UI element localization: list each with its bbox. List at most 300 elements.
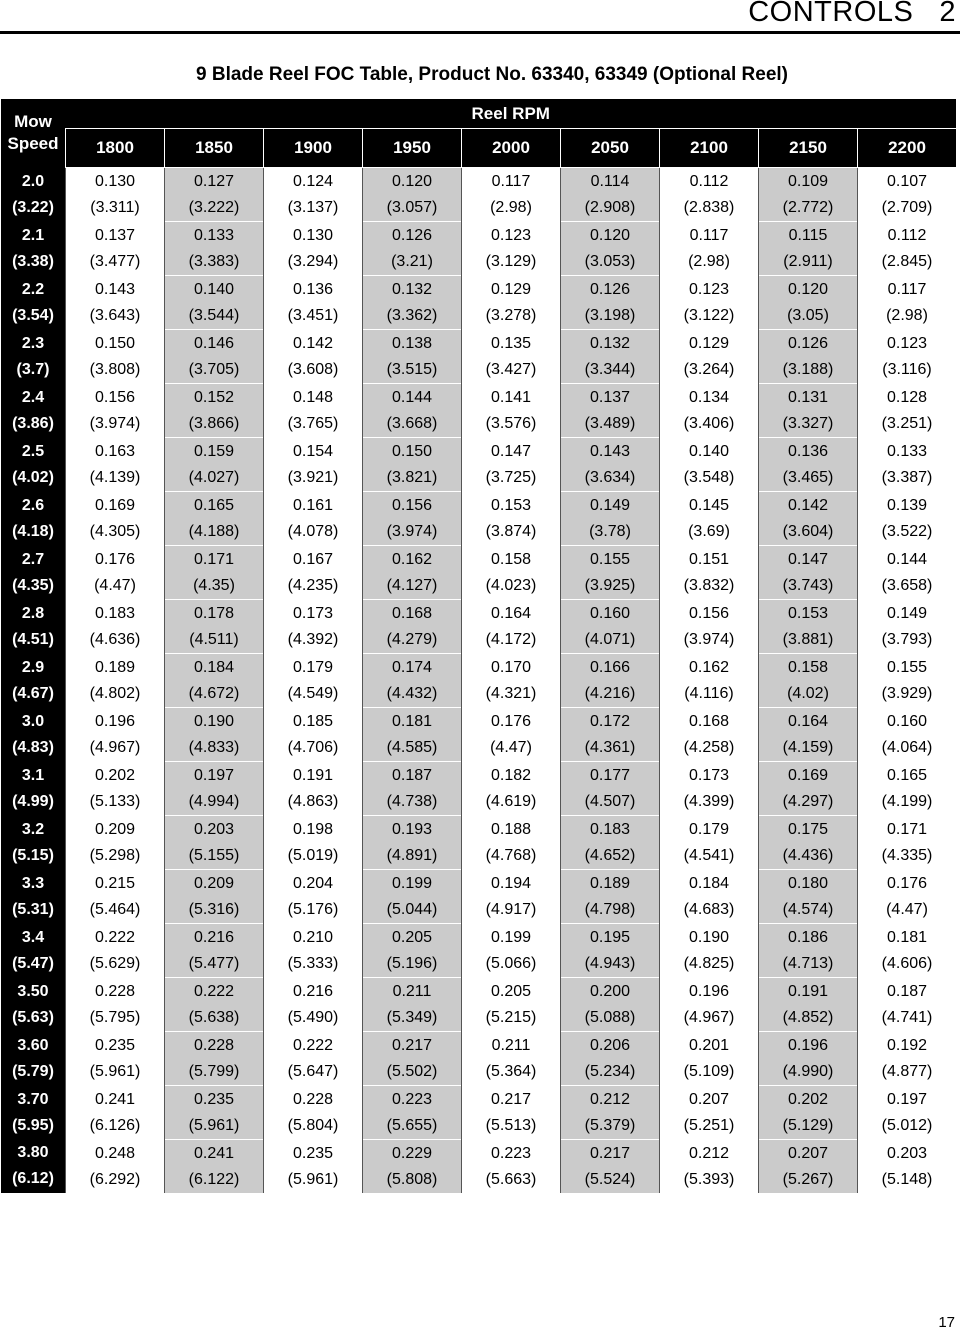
foc-inches: 0.133 — [193, 226, 235, 244]
foc-cell — [660, 708, 759, 762]
foc-inches: 0.117 — [689, 226, 729, 244]
rpm-column-header: 1950 — [363, 129, 462, 168]
foc-cell — [759, 1086, 858, 1140]
foc-millimeters: (4.798) — [584, 900, 636, 918]
foc-millimeters: (4.172) — [485, 630, 537, 648]
foc-cell — [858, 276, 957, 330]
foc-cell — [660, 438, 759, 492]
foc-inches: 0.158 — [787, 658, 829, 676]
foc-millimeters: (5.808) — [386, 1170, 438, 1188]
foc-millimeters: (5.663) — [485, 1170, 537, 1188]
foc-millimeters: (3.222) — [188, 198, 240, 216]
foc-inches: 0.160 — [886, 712, 928, 730]
foc-cell — [561, 330, 660, 384]
foc-inches: 0.189 — [94, 658, 136, 676]
table-row — [1, 654, 956, 708]
foc-inches: 0.150 — [94, 334, 136, 352]
foc-inches: 0.215 — [94, 874, 136, 892]
foc-millimeters: (5.019) — [287, 846, 339, 864]
foc-cell — [759, 492, 858, 546]
rpm-column-header: 2000 — [462, 129, 561, 168]
foc-inches: 0.132 — [391, 280, 433, 298]
foc-inches: 0.145 — [688, 496, 730, 514]
foc-millimeters: (4.738) — [386, 792, 438, 810]
foc-cell — [462, 654, 561, 708]
table-row — [1, 762, 956, 816]
foc-inches: 0.156 — [391, 496, 433, 514]
foc-millimeters: (4.027) — [188, 468, 240, 486]
foc-millimeters: (5.799) — [188, 1062, 240, 1080]
foc-cell — [561, 546, 660, 600]
foc-inches: 0.217 — [391, 1036, 433, 1054]
foc-inches: 0.143 — [94, 280, 136, 298]
speed-value: 3.4 — [21, 928, 45, 946]
foc-millimeters: (6.122) — [188, 1170, 240, 1188]
foc-inches: 0.164 — [787, 712, 829, 730]
foc-millimeters: (3.925) — [584, 576, 636, 594]
speed-value: 2.1 — [21, 226, 45, 244]
foc-millimeters: (4.064) — [881, 738, 933, 756]
foc-inches: 0.135 — [490, 334, 532, 352]
foc-millimeters: (2.98) — [886, 306, 928, 324]
table-row — [1, 816, 956, 870]
foc-inches: 0.120 — [589, 226, 631, 244]
chapter-number: 2 — [939, 0, 956, 28]
foc-cell — [264, 870, 363, 924]
mow-speed-cell — [1, 870, 66, 924]
foc-inches: 0.160 — [589, 604, 631, 622]
mow-speed-cell — [1, 276, 66, 330]
foc-millimeters: (3.874) — [485, 522, 537, 540]
foc-inches: 0.241 — [193, 1144, 235, 1162]
foc-inches: 0.216 — [292, 982, 334, 1000]
foc-inches: 0.178 — [193, 604, 235, 622]
speed-value: 3.70 — [17, 1090, 49, 1108]
foc-millimeters: (5.133) — [89, 792, 141, 810]
foc-millimeters: (5.012) — [881, 1116, 933, 1134]
foc-inches: 0.115 — [788, 226, 828, 244]
foc-millimeters: (3.344) — [584, 360, 636, 378]
foc-cell — [165, 762, 264, 816]
foc-millimeters: (5.364) — [485, 1062, 537, 1080]
mow-speed-cell — [1, 708, 66, 762]
table-row — [1, 1032, 956, 1086]
foc-inches: 0.179 — [688, 820, 730, 838]
foc-cell — [660, 222, 759, 276]
foc-inches: 0.126 — [787, 334, 829, 352]
foc-cell — [462, 438, 561, 492]
speed-metric-value: (4.02) — [12, 468, 54, 486]
speed-value: 3.3 — [21, 874, 45, 892]
speed-value: 3.60 — [17, 1036, 49, 1054]
foc-cell — [858, 1032, 957, 1086]
foc-millimeters: (4.833) — [188, 738, 240, 756]
foc-inches: 0.117 — [887, 280, 927, 298]
foc-millimeters: (5.088) — [584, 1008, 636, 1026]
foc-cell — [165, 546, 264, 600]
foc-inches: 0.172 — [589, 712, 631, 730]
table-title: 9 Blade Reel FOC Table, Product No. 63340, 63349 (Optional Reel) — [196, 64, 788, 85]
foc-millimeters: (4.863) — [287, 792, 339, 810]
foc-inches: 0.134 — [688, 388, 730, 406]
foc-cell — [66, 1086, 165, 1140]
foc-inches: 0.131 — [787, 388, 829, 406]
foc-millimeters: (3.881) — [782, 630, 834, 648]
foc-cell — [264, 438, 363, 492]
foc-millimeters: (2.709) — [881, 198, 933, 216]
foc-cell — [660, 654, 759, 708]
table-row — [1, 492, 956, 546]
foc-inches: 0.166 — [589, 658, 631, 676]
foc-millimeters: (3.793) — [881, 630, 933, 648]
foc-inches: 0.191 — [787, 982, 829, 1000]
foc-cell — [759, 438, 858, 492]
foc-millimeters: (4.116) — [684, 684, 734, 702]
speed-value: 2.0 — [21, 172, 45, 190]
speed-metric-value: (3.54) — [12, 306, 54, 324]
foc-millimeters: (5.638) — [188, 1008, 240, 1026]
foc-millimeters: (3.544) — [188, 306, 240, 324]
foc-inches: 0.235 — [292, 1144, 334, 1162]
foc-inches: 0.165 — [193, 496, 235, 514]
foc-cell — [561, 1086, 660, 1140]
table-row — [1, 600, 956, 654]
foc-cell — [858, 924, 957, 978]
foc-inches: 0.181 — [391, 712, 433, 730]
foc-inches: 0.199 — [490, 928, 532, 946]
foc-inches: 0.190 — [193, 712, 235, 730]
foc-inches: 0.222 — [193, 982, 235, 1000]
foc-cell — [660, 1032, 759, 1086]
foc-millimeters: (3.451) — [287, 306, 339, 324]
foc-cell — [858, 1086, 957, 1140]
foc-cell — [858, 978, 957, 1032]
foc-millimeters: (3.05) — [787, 306, 829, 324]
foc-millimeters: (4.071) — [584, 630, 636, 648]
foc-millimeters: (3.921) — [287, 468, 339, 486]
mow-speed-cell — [1, 1140, 66, 1194]
foc-millimeters: (4.297) — [782, 792, 834, 810]
foc-inches: 0.112 — [689, 172, 729, 190]
foc-inches: 0.202 — [94, 766, 136, 784]
foc-millimeters: (3.974) — [683, 630, 735, 648]
foc-millimeters: (3.264) — [683, 360, 735, 378]
foc-cell — [363, 924, 462, 978]
foc-inches: 0.151 — [688, 550, 730, 568]
foc-cell — [858, 330, 957, 384]
foc-inches: 0.211 — [392, 982, 432, 1000]
foc-millimeters: (3.057) — [386, 198, 438, 216]
foc-millimeters: (4.432) — [386, 684, 438, 702]
foc-inches: 0.174 — [391, 658, 433, 676]
mow-speed-cell — [1, 492, 66, 546]
foc-inches: 0.130 — [292, 226, 334, 244]
foc-cell — [462, 708, 561, 762]
foc-millimeters: (4.235) — [287, 576, 339, 594]
speed-label: Speed — [7, 134, 59, 154]
foc-millimeters: (5.464) — [89, 900, 141, 918]
foc-millimeters: (3.327) — [782, 414, 834, 432]
foc-millimeters: (5.298) — [89, 846, 141, 864]
speed-value: 2.4 — [21, 388, 45, 406]
foc-millimeters: (5.148) — [881, 1170, 933, 1188]
foc-inches: 0.196 — [787, 1036, 829, 1054]
foc-cell — [462, 1086, 561, 1140]
foc-millimeters: (4.852) — [782, 1008, 834, 1026]
foc-inches: 0.164 — [490, 604, 532, 622]
foc-cell — [66, 870, 165, 924]
foc-millimeters: (3.116) — [882, 360, 932, 378]
foc-millimeters: (3.634) — [584, 468, 636, 486]
foc-inches: 0.153 — [787, 604, 829, 622]
foc-cell — [462, 330, 561, 384]
foc-cell — [858, 492, 957, 546]
foc-millimeters: (5.251) — [683, 1116, 735, 1134]
foc-millimeters: (2.98) — [688, 252, 730, 270]
foc-millimeters: (6.292) — [89, 1170, 141, 1188]
mow-speed-cell — [1, 330, 66, 384]
foc-cell — [858, 816, 957, 870]
foc-inches: 0.222 — [292, 1036, 334, 1054]
foc-cell — [759, 978, 858, 1032]
table-row — [1, 1086, 956, 1140]
foc-inches: 0.142 — [787, 496, 829, 514]
foc-cell — [462, 492, 561, 546]
foc-millimeters: (4.683) — [683, 900, 735, 918]
foc-millimeters: (4.994) — [188, 792, 240, 810]
foc-inches: 0.228 — [193, 1036, 235, 1054]
foc-millimeters: (5.502) — [386, 1062, 438, 1080]
foc-cell — [165, 276, 264, 330]
foc-millimeters: (5.316) — [188, 900, 240, 918]
foc-inches: 0.169 — [787, 766, 829, 784]
foc-millimeters: (3.821) — [386, 468, 438, 486]
foc-millimeters: (3.522) — [881, 522, 933, 540]
foc-millimeters: (3.383) — [188, 252, 240, 270]
foc-millimeters: (4.768) — [485, 846, 537, 864]
foc-cell — [363, 492, 462, 546]
foc-millimeters: (3.974) — [386, 522, 438, 540]
foc-millimeters: (4.436) — [782, 846, 834, 864]
foc-cell — [561, 384, 660, 438]
foc-inches: 0.235 — [193, 1090, 235, 1108]
foc-inches: 0.140 — [193, 280, 235, 298]
foc-cell — [66, 762, 165, 816]
foc-inches: 0.137 — [589, 388, 631, 406]
foc-cell — [561, 168, 660, 222]
foc-cell — [66, 924, 165, 978]
foc-cell — [363, 600, 462, 654]
foc-millimeters: (4.023) — [485, 576, 537, 594]
foc-millimeters: (4.47) — [94, 576, 136, 594]
mow-speed-cell — [1, 600, 66, 654]
foc-millimeters: (3.188) — [782, 360, 834, 378]
mow-speed-cell — [1, 1086, 66, 1140]
foc-millimeters: (4.574) — [782, 900, 834, 918]
foc-millimeters: (4.361) — [584, 738, 636, 756]
speed-value: 2.6 — [21, 496, 45, 514]
foc-inches: 0.176 — [94, 550, 136, 568]
table-row — [1, 222, 956, 276]
foc-inches: 0.176 — [886, 874, 928, 892]
foc-cell — [165, 978, 264, 1032]
foc-cell — [165, 1086, 264, 1140]
foc-inches: 0.209 — [193, 874, 235, 892]
foc-cell — [363, 978, 462, 1032]
foc-inches: 0.132 — [589, 334, 631, 352]
foc-millimeters: (3.278) — [485, 306, 537, 324]
foc-cell — [363, 1032, 462, 1086]
foc-millimeters: (5.393) — [683, 1170, 735, 1188]
foc-inches: 0.196 — [94, 712, 136, 730]
foc-cell — [363, 870, 462, 924]
page-header — [748, 0, 956, 29]
foc-inches: 0.128 — [886, 388, 928, 406]
foc-inches: 0.192 — [886, 1036, 928, 1054]
speed-value: 3.80 — [17, 1144, 49, 1162]
foc-millimeters: (5.333) — [287, 954, 339, 972]
page-number: 17 — [938, 1314, 955, 1331]
foc-cell — [561, 492, 660, 546]
foc-millimeters: (3.053) — [584, 252, 636, 270]
rpm-column-header: 2100 — [660, 129, 759, 168]
foc-millimeters: (3.832) — [683, 576, 735, 594]
foc-inches: 0.162 — [391, 550, 433, 568]
foc-inches: 0.194 — [490, 874, 532, 892]
foc-millimeters: (3.477) — [89, 252, 141, 270]
speed-metric-value: (4.83) — [12, 738, 54, 756]
table-row — [1, 978, 956, 1032]
foc-millimeters: (4.399) — [683, 792, 735, 810]
foc-cell — [165, 384, 264, 438]
foc-inches: 0.198 — [292, 820, 334, 838]
foc-cell — [759, 546, 858, 600]
foc-inches: 0.203 — [886, 1144, 928, 1162]
mow-speed-cell — [1, 384, 66, 438]
foc-cell — [858, 222, 957, 276]
foc-cell — [264, 978, 363, 1032]
foc-inches: 0.149 — [589, 496, 631, 514]
foc-cell — [561, 654, 660, 708]
foc-millimeters: (3.668) — [386, 414, 438, 432]
foc-inches: 0.188 — [490, 820, 532, 838]
foc-inches: 0.107 — [886, 172, 928, 190]
foc-millimeters: (4.619) — [485, 792, 537, 810]
foc-cell — [561, 600, 660, 654]
foc-millimeters: (5.647) — [287, 1062, 339, 1080]
foc-inches: 0.228 — [94, 982, 136, 1000]
foc-millimeters: (3.362) — [386, 306, 438, 324]
foc-cell — [66, 330, 165, 384]
foc-millimeters: (3.576) — [485, 414, 537, 432]
foc-cell — [165, 438, 264, 492]
mow-speed-cell — [1, 168, 66, 222]
foc-cell — [264, 600, 363, 654]
foc-inches: 0.187 — [886, 982, 928, 1000]
foc-inches: 0.155 — [589, 550, 631, 568]
foc-cell — [165, 1032, 264, 1086]
foc-cell — [165, 600, 264, 654]
reel-rpm-header: Reel RPM — [66, 99, 957, 129]
foc-cell — [462, 978, 561, 1032]
table-row — [1, 546, 956, 600]
foc-cell — [759, 384, 858, 438]
foc-inches: 0.223 — [490, 1144, 532, 1162]
foc-millimeters: (5.044) — [386, 900, 438, 918]
foc-cell — [363, 222, 462, 276]
foc-millimeters: (3.78) — [589, 522, 631, 540]
speed-value: 2.8 — [21, 604, 45, 622]
foc-cell — [858, 168, 957, 222]
foc-cell — [561, 222, 660, 276]
mow-speed-cell — [1, 924, 66, 978]
foc-millimeters: (3.929) — [881, 684, 933, 702]
foc-cell — [759, 654, 858, 708]
foc-millimeters: (5.155) — [188, 846, 240, 864]
foc-inches: 0.184 — [688, 874, 730, 892]
foc-inches: 0.223 — [391, 1090, 433, 1108]
foc-millimeters: (4.741) — [881, 1008, 933, 1026]
foc-inches: 0.217 — [589, 1144, 631, 1162]
mow-speed-cell — [1, 546, 66, 600]
foc-cell — [858, 384, 957, 438]
foc-inches: 0.165 — [886, 766, 928, 784]
foc-inches: 0.202 — [787, 1090, 829, 1108]
foc-millimeters: (4.652) — [584, 846, 636, 864]
foc-cell — [561, 978, 660, 1032]
foc-millimeters: (4.706) — [287, 738, 339, 756]
foc-millimeters: (5.655) — [386, 1116, 438, 1134]
speed-metric-value: (5.95) — [12, 1116, 54, 1134]
foc-cell — [759, 222, 858, 276]
foc-millimeters: (2.98) — [490, 198, 532, 216]
foc-inches: 0.153 — [490, 496, 532, 514]
speed-metric-value: (5.63) — [12, 1008, 54, 1026]
foc-millimeters: (3.122) — [683, 306, 735, 324]
foc-inches: 0.141 — [490, 388, 532, 406]
speed-value: 2.7 — [21, 550, 45, 568]
table-row — [1, 168, 956, 222]
foc-inches: 0.203 — [193, 820, 235, 838]
foc-inches: 0.201 — [688, 1036, 730, 1054]
foc-millimeters: (5.804) — [287, 1116, 339, 1134]
foc-millimeters: (4.078) — [287, 522, 339, 540]
foc-inches: 0.171 — [193, 550, 235, 568]
foc-inches: 0.183 — [94, 604, 136, 622]
foc-inches: 0.179 — [292, 658, 334, 676]
foc-millimeters: (3.21) — [391, 252, 433, 270]
foc-millimeters: (3.387) — [881, 468, 933, 486]
foc-inches: 0.175 — [787, 820, 829, 838]
speed-value: 2.9 — [21, 658, 45, 676]
foc-cell — [561, 1140, 660, 1194]
foc-cell — [858, 600, 957, 654]
foc-inches: 0.222 — [94, 928, 136, 946]
foc-millimeters: (2.911) — [783, 252, 833, 270]
foc-cell — [165, 222, 264, 276]
foc-millimeters: (4.990) — [782, 1062, 834, 1080]
foc-millimeters: (4.967) — [89, 738, 141, 756]
foc-cell — [363, 816, 462, 870]
foc-millimeters: (4.917) — [485, 900, 537, 918]
table-body — [1, 168, 956, 1194]
foc-millimeters: (4.258) — [683, 738, 735, 756]
foc-cell — [363, 708, 462, 762]
foc-millimeters: (3.406) — [683, 414, 735, 432]
table-row — [1, 438, 956, 492]
foc-cell — [462, 276, 561, 330]
foc-inches: 0.173 — [688, 766, 730, 784]
